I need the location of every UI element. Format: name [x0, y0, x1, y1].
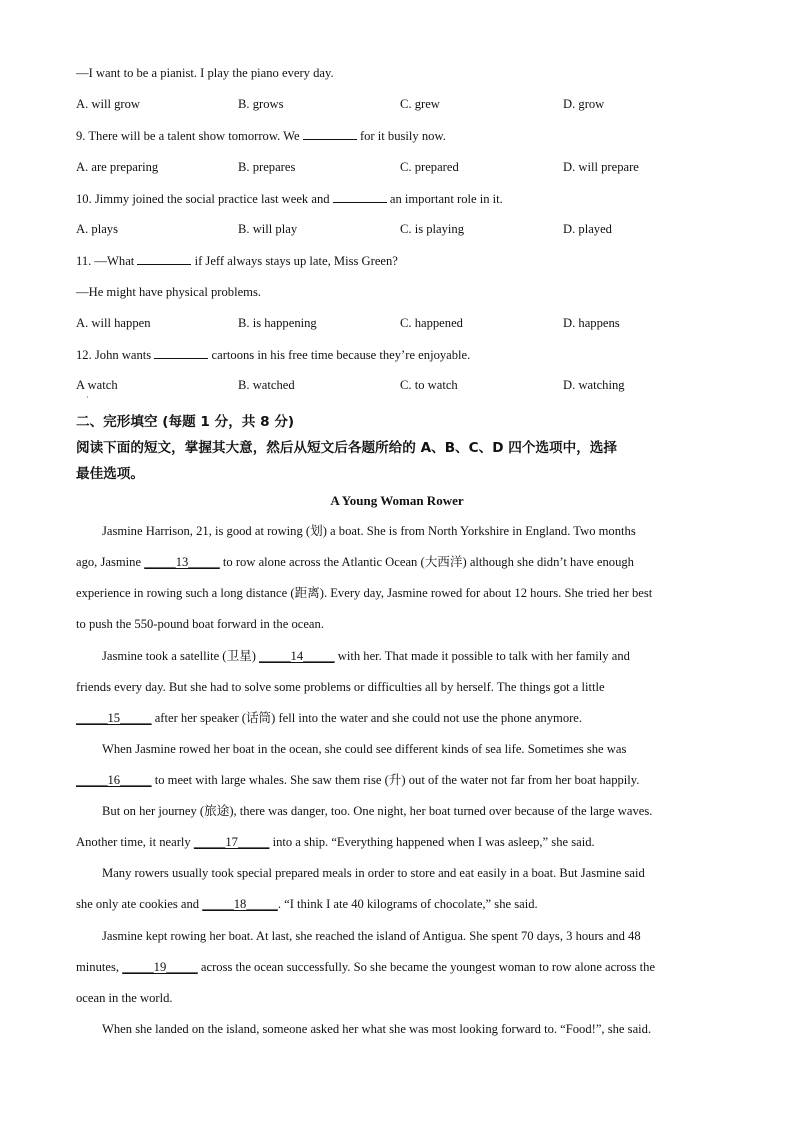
passage-paragraph-4 — [76, 796, 718, 858]
q11-options — [76, 314, 736, 332]
p6-text-2b: across the ocean successfully. So she became the youngest woman to row alone across the — [197, 960, 656, 974]
q9-option-d[interactable]: D. will prepare — [563, 160, 639, 174]
q12-options — [76, 376, 736, 394]
p3-text-1: When Jasmine rowed her boat in the ocean, she could see different kinds of sea life. Sometimes she was — [102, 742, 627, 756]
blank-17[interactable]: _____17_____ — [193, 835, 270, 849]
p7-row-1 — [76, 1014, 718, 1045]
p5-text-1: Many rowers usually took special prepared meals in order to store and eat easily in a boat. But Jasmine said — [102, 866, 645, 880]
passage-paragraph-3 — [76, 734, 718, 796]
q9-option-c[interactable]: C. prepared — [400, 160, 459, 174]
p2-text-1a: Jasmine took a satellite (卫星) — [102, 649, 260, 663]
p6-text-1: Jasmine kept rowing her boat. At last, she reached the island of Antigua. She spent 70 days, 3 hours and 48 — [102, 929, 641, 943]
q8-option-d[interactable]: D. grow — [563, 97, 605, 111]
blank-14[interactable]: _____14_____ — [259, 649, 335, 663]
q8-options — [76, 95, 736, 113]
section-2-instruction: 阅读下面的短文，掌握其大意，然后从短文后各题所给的 A、B、C、D 四个选项中，选择 — [76, 440, 617, 456]
q10-option-d[interactable]: D. played — [563, 222, 612, 236]
q11-option-d[interactable]: D. happens — [563, 316, 620, 330]
blank-18[interactable]: _____18_____ — [202, 897, 278, 911]
q12-stem-pre: 12. John wants — [76, 348, 155, 362]
passage-paragraph-2 — [76, 641, 718, 734]
q12-option-a[interactable]: A watch — [76, 378, 118, 392]
passage-title: A Young Woman Rower — [330, 493, 464, 508]
blank-16[interactable]: _____16_____ — [76, 773, 152, 787]
p1-text-1: Jasmine Harrison, 21, is good at rowing (划) a boat. She is from North Yorkshire in England. Two months — [102, 524, 636, 538]
stray-dot-mark: · — [86, 393, 89, 402]
passage-paragraph-6 — [76, 921, 718, 1014]
p5-text-2b: . “I think I ate 40 kilograms of chocolate,” she said. — [277, 897, 538, 911]
blank-15[interactable]: _____15_____ — [76, 711, 152, 725]
p3-text-2b: to meet with large whales. She saw them rise (升) out of the water not far from her boat happily. — [151, 773, 640, 787]
q10-option-a[interactable]: A. plays — [76, 222, 118, 236]
q11-option-c[interactable]: C. happened — [400, 316, 463, 330]
q11-option-a[interactable]: A. will happen — [76, 316, 151, 330]
q12-option-c[interactable]: C. to watch — [400, 378, 458, 392]
q10-stem-pre: 10. Jimmy joined the social practice last week and — [76, 192, 333, 206]
p4-text-2a: Another time, it nearly — [76, 835, 194, 849]
p5-row-1 — [76, 858, 718, 889]
q12-option-d[interactable]: D. watching — [563, 378, 625, 392]
q10-options — [76, 220, 736, 238]
section-2-instruction-cont: 最佳选项。 — [76, 466, 144, 482]
q12-stem — [76, 345, 718, 364]
p1-row-3 — [76, 578, 718, 609]
p6-text-2a: minutes, — [76, 960, 123, 974]
q11-stem-pre: 11. —What — [76, 254, 138, 268]
p2-row-2 — [76, 672, 718, 703]
p6-row-2 — [76, 952, 718, 983]
blank-13[interactable]: _____13_____ — [144, 555, 220, 569]
q9-stem — [76, 126, 718, 145]
q9-option-a[interactable]: A. are preparing — [76, 160, 159, 174]
q8-option-a[interactable]: A. will grow — [76, 97, 141, 111]
p5-row-2 — [76, 889, 718, 920]
q11-stem-post: if Jeff always stays up late, Miss Green? — [191, 254, 398, 268]
q11-answer-line: —He might have physical problems. — [76, 285, 262, 299]
p3-row-2 — [76, 765, 718, 796]
q10-stem-post: an important role in it. — [386, 192, 503, 206]
q8-option-b[interactable]: B. grows — [238, 97, 284, 111]
q8-answer-line: —I want to be a pianist. I play the piano every day. — [76, 66, 334, 80]
q9-blank — [303, 126, 357, 140]
q8-option-c[interactable]: C. grew — [400, 97, 440, 111]
p4-row-2 — [76, 827, 718, 858]
q9-option-b[interactable]: B. prepares — [238, 160, 296, 174]
section-2-heading: 二、完形填空 (每题 1 分，共 8 分) — [76, 414, 295, 430]
blank-19[interactable]: _____19_____ — [122, 960, 198, 974]
p1-text-2a: ago, Jasmine — [76, 555, 145, 569]
p4-text-1: But on her journey (旅途), there was danger, too. One night, her boat turned over because of the large waves. — [102, 804, 653, 818]
p1-text-3: experience in rowing such a long distance (距离). Every day, Jasmine rowed for about 12 hours. She tried her best — [76, 586, 653, 600]
passage-paragraph-5 — [76, 858, 718, 920]
p4-text-2b: into a ship. “Everything happened when I was asleep,” she said. — [269, 835, 595, 849]
passage-paragraph-7 — [76, 1014, 718, 1045]
q11-stem — [76, 251, 718, 270]
p1-row-2 — [76, 547, 718, 578]
p2-row-3 — [76, 703, 718, 734]
p6-text-3: ocean in the world. — [76, 991, 173, 1005]
q9-stem-pre: 9. There will be a talent show tomorrow. We — [76, 129, 303, 143]
p5-text-2a: she only ate cookies and — [76, 897, 203, 911]
q10-blank — [333, 189, 387, 203]
p3-row-1 — [76, 734, 718, 765]
q9-stem-post: for it busily now. — [356, 129, 446, 143]
q11-option-b[interactable]: B. is happening — [238, 316, 317, 330]
p1-row-1 — [76, 516, 718, 547]
q10-stem — [76, 189, 718, 208]
p6-row-3 — [76, 983, 718, 1014]
p7-text-1: When she landed on the island, someone asked her what she was most looking forward to. “Food!”, she said. — [102, 1022, 652, 1036]
p2-text-1b: with her. That made it possible to talk with her family and — [334, 649, 630, 663]
p4-row-1 — [76, 796, 718, 827]
q9-options — [76, 158, 736, 176]
p2-row-1 — [76, 641, 718, 672]
q12-option-b[interactable]: B. watched — [238, 378, 295, 392]
p1-row-4 — [76, 609, 718, 640]
q10-option-c[interactable]: C. is playing — [400, 222, 465, 236]
p2-text-2: friends every day. But she had to solve some problems or difficulties all by herself. The things got a little — [76, 680, 605, 694]
q10-option-b[interactable]: B. will play — [238, 222, 298, 236]
p6-row-1 — [76, 921, 718, 952]
passage-paragraph-1 — [76, 516, 718, 640]
q11-blank — [137, 251, 191, 265]
q12-blank — [154, 345, 208, 359]
p1-text-2b: to row alone across the Atlantic Ocean (大西洋) although she didn’t have enough — [219, 555, 634, 569]
p1-text-4: to push the 550-pound boat forward in the ocean. — [76, 617, 324, 631]
p2-text-3b: after her speaker (话筒) fell into the water and she could not use the phone anymore. — [151, 711, 583, 725]
q12-stem-post: cartoons in his free time because they’re enjoyable. — [208, 348, 471, 362]
